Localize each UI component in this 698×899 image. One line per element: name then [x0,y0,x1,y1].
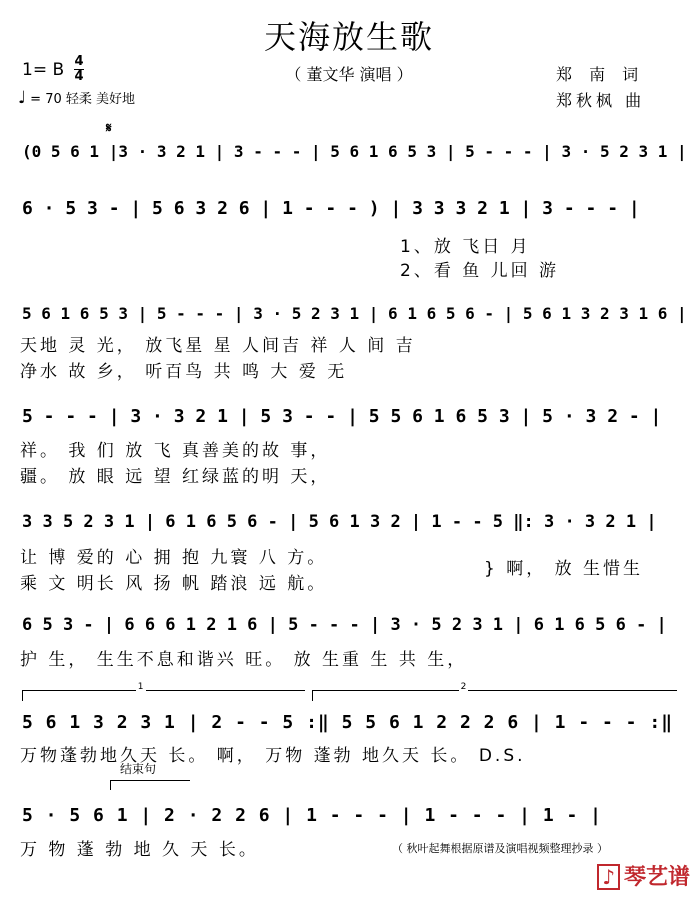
time-signature-top: 4 [74,54,84,69]
segno-icon: 𝄋 [106,121,112,136]
lyric-line: 1、放 飞日 月 [400,237,531,257]
notation-row: 5 - - - | 3 · 3 2 1 | 5 3 - - | 5 5 6 1 6 5 3 | 5 · 3 2 - | [22,406,662,427]
footnote: （ 秋叶起舞根据原谱及演唱视频整理抄录 ） [392,842,608,855]
notation-row: (0 5 6 1 |3 · 3 2 1 | 3 - - - | 5 6 1 6 5 3 | 5 - - - | 3 · 5 2 3 1 | [22,142,687,161]
lyric-line: 祥。 我 们 放 飞 真善美的故 事， [20,441,331,461]
logo-icon: ♪ [597,864,620,890]
lyricist-credit: 郑 南 词 [556,65,645,84]
ending-bracket-line [110,780,190,781]
key-signature: 1= B [22,60,65,80]
volta-bracket [22,682,305,701]
lyric-line: 万物蓬勃地久天 长。 啊， 万物 蓬勃 地久天 长。 D.S. [20,746,526,766]
notation-row: 5 · 5 6 1 | 2 · 2 2 6 | 1 - - - | 1 - - - | 1 - | [22,805,603,826]
lyric-line: 乘 文 明长 风 扬 帆 踏浪 远 航。 [20,574,328,594]
notation-row: 5 6 1 6 5 3 | 5 - - - | 3 · 5 2 3 1 | 6 1 6 5 6 - | 5 6 1 3 2 3 1 6 | [22,304,687,323]
notation-row: 5 6 1 3 2 3 1 | 2 - - 5 :‖ 5 5 6 1 2 2 2 6 | 1 - - - :‖ [22,712,674,733]
site-logo [597,860,690,891]
lyric-line: 让 博 爱的 心 拥 抱 九寰 八 方。 [20,548,328,568]
lyric-line: 净水 故 乡， 听百鸟 共 鸣 大 爱 无 [20,362,348,382]
logo-text: 琴艺谱 [623,865,690,890]
notation-row: 3 3 5 2 3 1 | 6 1 6 5 6 - | 5 6 1 3 2 | 1 - - 5 ‖: 3 · 3 2 1 | [22,512,657,532]
notation-row: 6 5 3 - | 6 6 6 1 2 1 6 | 5 - - - | 3 · 5 2 3 1 | 6 1 6 5 6 - | [22,615,667,635]
lyric-line: } 啊， 放 生惜生 [484,559,644,579]
song-title: 天海放生歌 [263,18,434,56]
quarter-note-icon: ♩ [18,88,27,108]
lyric-line: 2、看 鱼 儿回 游 [400,261,560,281]
volta-bracket [312,682,677,701]
volta-number: 2 [460,682,467,692]
tempo-marking [18,88,135,108]
time-signature-bottom: 4 [74,69,84,84]
lyric-line: 天地 灵 光， 放飞星 星 人间吉 祥 人 间 吉 [20,336,416,356]
ending-bracket-tick [110,780,111,790]
volta-number: 1 [137,682,144,692]
tempo-text: = 70 轻柔 美好地 [30,92,136,107]
lyric-line: 疆。 放 眼 远 望 红绿蓝的明 天， [20,467,331,487]
performer: （ 董文华 演唱 ） [285,65,413,84]
composer-credit: 郑秋枫 曲 [556,91,646,110]
lyric-line: 万 物 蓬 勃 地 久 天 长。 [20,840,259,860]
notation-row: 6 · 5 3 - | 5 6 3 2 6 | 1 - - - ) | 3 3 3 2 1 | 3 - - - | [22,198,640,219]
ending-label: 结束句 [120,762,157,776]
lyric-line: 护 生， 生生不息和谐兴 旺。 放 生重 生 共 生， [20,650,468,670]
